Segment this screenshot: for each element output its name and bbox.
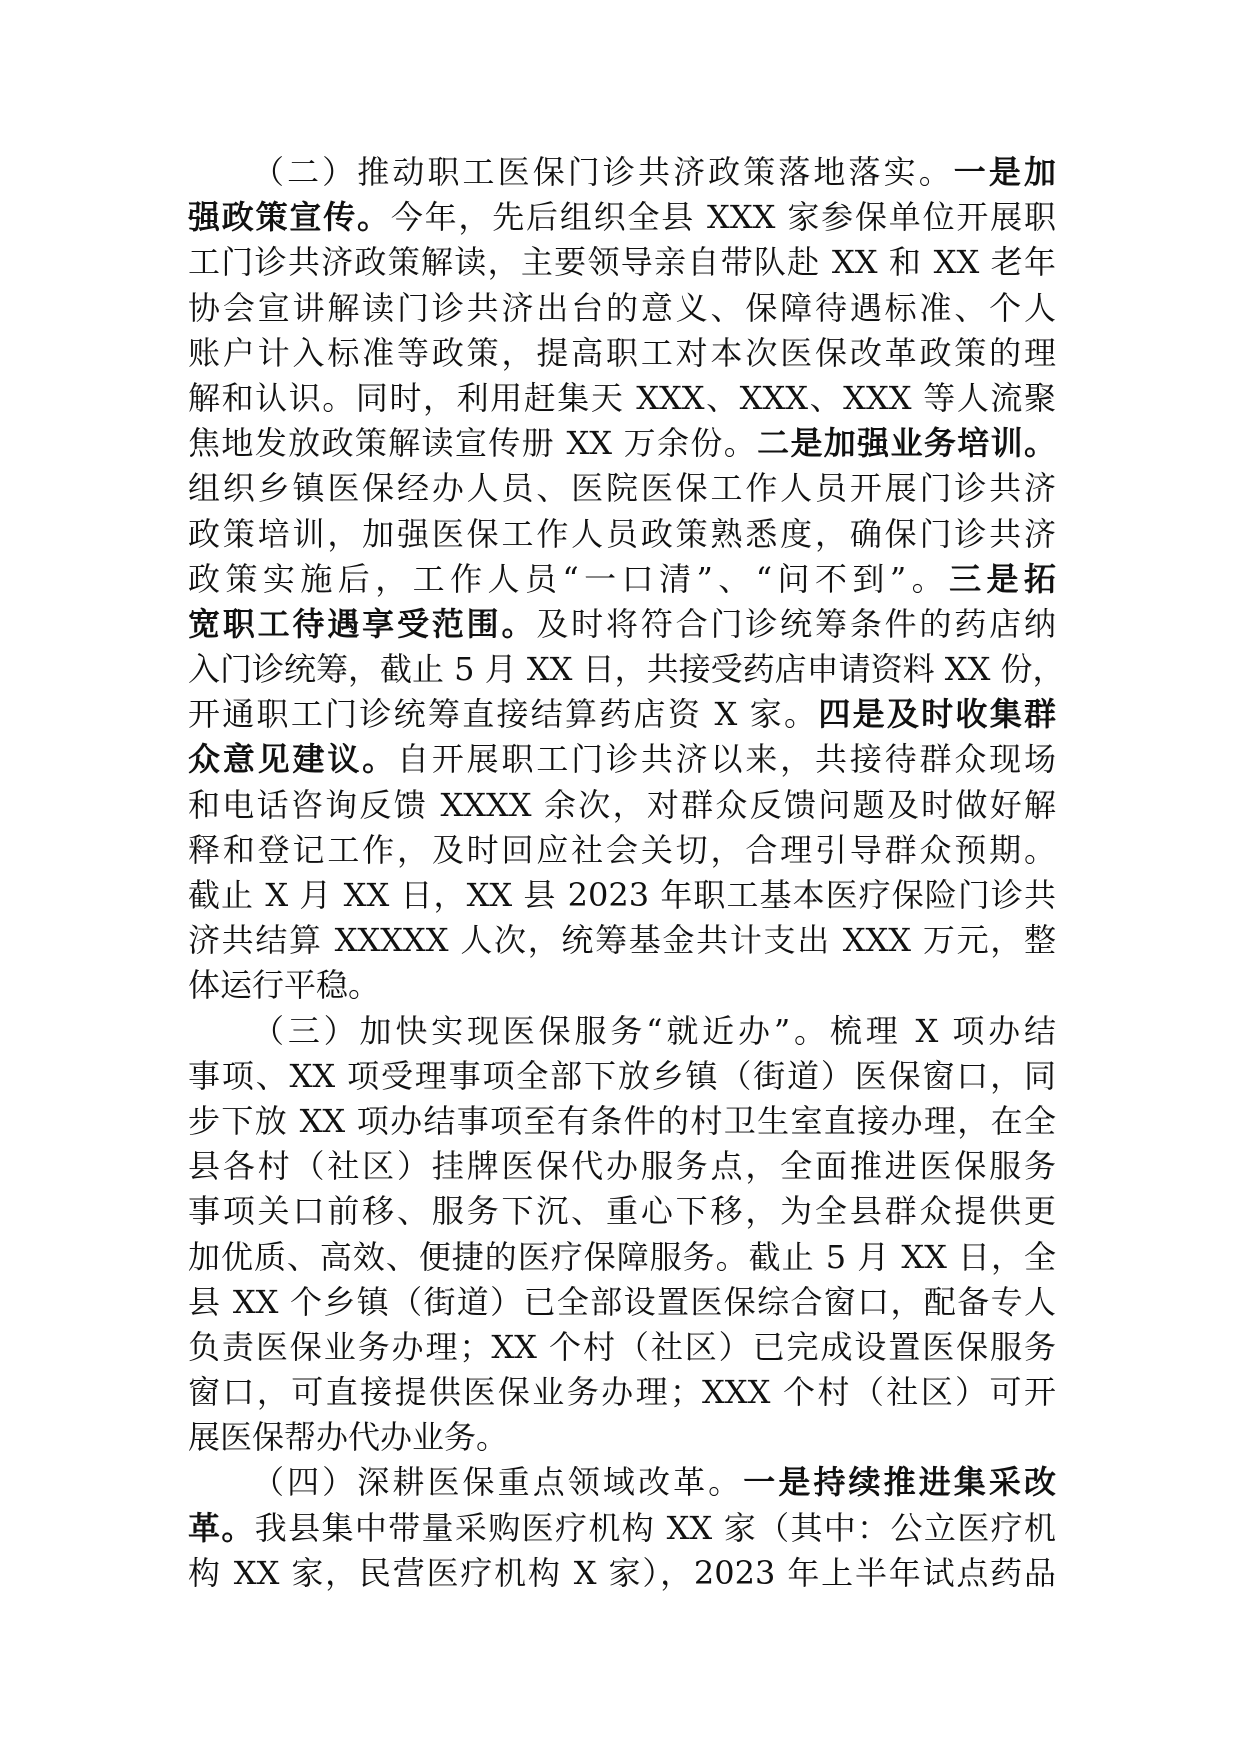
- text-line: [188, 1460, 1056, 1505]
- text-line: [188, 286, 1056, 331]
- text-line: [188, 602, 1056, 647]
- body-text: 体运行平稳。: [188, 966, 381, 1005]
- body-text: 自开展职工门诊共济以来，共接待群众现场: [397, 740, 1056, 779]
- body-text: 政策实施后，工作人员“一口清”、“问不到”。: [188, 559, 950, 598]
- document-page: [188, 150, 1065, 1596]
- text-line: [188, 421, 1056, 466]
- paragraph: [188, 1460, 1056, 1596]
- body-text: 及时将符合门诊统筹条件的药店纳: [536, 604, 1056, 643]
- text-line: [188, 647, 1065, 692]
- body-text: 截止 X 月 XX 日，XX 县 2023 年职工基本医疗保险门诊共: [188, 876, 1056, 914]
- text-line: [188, 1280, 1056, 1325]
- text-line: [188, 466, 1056, 511]
- text-line: [188, 918, 1056, 963]
- body-text: 步下放 XX 项办结事项至有条件的村卫生室直接办理，在全: [188, 1101, 1056, 1140]
- paragraph: [188, 1009, 1056, 1461]
- text-line: [188, 1099, 1056, 1144]
- text-line: [188, 737, 1056, 782]
- text-line: [188, 1009, 1056, 1054]
- body-text: 账户计入标准等政策，提高职工对本次医保改革政策的理: [188, 333, 1056, 372]
- text-line: [188, 331, 1056, 376]
- text-line: [188, 1054, 1056, 1099]
- bold-lead-phrase: 强政策宣传。: [188, 198, 391, 237]
- body-text: 焦地发放政策解读宣传册 XX 万余份。: [188, 424, 758, 463]
- text-line: [188, 873, 1056, 918]
- body-text: 组织乡镇医保经办人员、医院医保工作人员开展门诊共济: [188, 469, 1056, 508]
- body-text: （三）加快实现医保服务“就近办”。梳理 X 项办结: [252, 1011, 1056, 1050]
- body-text: 释和登记工作，及时回应社会关切，合理引导群众预期。: [188, 830, 1056, 869]
- body-text: 展医保帮办代办业务。: [188, 1418, 509, 1457]
- bold-lead-phrase: 二是加强业务培训。: [757, 424, 1056, 463]
- body-text: 县 XX 个乡镇（街道）已全部设置医保综合窗口，配备专人: [188, 1282, 1056, 1321]
- bold-lead-phrase: 一是加: [953, 153, 1056, 191]
- body-text: 窗口，可直接提供医保业务办理；XXX 个村（社区）可开: [188, 1373, 1056, 1412]
- text-line: [188, 1415, 1056, 1460]
- text-line: [188, 1370, 1056, 1415]
- text-line: [188, 963, 1056, 1008]
- body-text: 工门诊共济政策解读，主要领导亲自带队赴 XX 和 XX 老年: [188, 243, 1056, 282]
- body-text: 解和认识。同时，利用赶集天 XXX、XXX、XXX 等人流聚: [188, 378, 1056, 417]
- text-line: [188, 195, 1056, 240]
- text-line: [188, 240, 1056, 285]
- text-line: [188, 1325, 1056, 1370]
- body-text: （二）推动职工医保门诊共济政策落地落实。: [252, 153, 954, 191]
- body-text: 事项、XX 项受理事项全部下放乡镇（街道）医保窗口，同: [188, 1056, 1056, 1095]
- text-line: [188, 557, 1056, 602]
- text-line: [188, 512, 1056, 557]
- body-text: 我县集中带量采购医疗机构 XX 家（其中：公立医疗机: [254, 1508, 1056, 1547]
- text-line: [188, 1235, 1056, 1280]
- body-text: 事项关口前移、服务下沉、重心下移，为全县群众提供更: [188, 1192, 1056, 1231]
- bold-lead-phrase: 四是及时收集群: [818, 695, 1056, 734]
- body-text: 济共结算 XXXXX 人次，统筹基金共计支出 XXX 万元，整: [188, 921, 1056, 960]
- text-line: [188, 828, 1056, 873]
- text-line: [188, 1144, 1056, 1189]
- text-line: [188, 1189, 1056, 1234]
- body-text: 政策培训，加强医保工作人员政策熟悉度，确保门诊共济: [188, 514, 1056, 553]
- text-line: [188, 150, 1056, 195]
- bold-lead-phrase: 一是持续推进集采改: [743, 1463, 1056, 1502]
- body-text: 构 XX 家，民营医疗机构 X 家），2023 年上半年试点药品: [188, 1553, 1056, 1592]
- text-line: [188, 376, 1056, 421]
- body-text: 入门诊统筹，截止 5 月 XX 日，共接受药店申请资料 XX 份，: [188, 650, 1065, 689]
- body-text: 和电话咨询反馈 XXXX 余次，对群众反馈问题及时做好解: [188, 785, 1056, 824]
- bold-lead-phrase: 众意见建议。: [188, 740, 397, 779]
- bold-lead-phrase: 革。: [188, 1508, 255, 1547]
- body-text: 县各村（社区）挂牌医保代办服务点，全面推进医保服务: [188, 1147, 1056, 1186]
- text-line: [188, 783, 1056, 828]
- body-text: 开通职工门诊统筹直接结算药店资 X 家。: [188, 695, 819, 734]
- body-text: 负责医保业务办理；XX 个村（社区）已完成设置医保服务: [188, 1327, 1056, 1366]
- paragraph: [188, 150, 1065, 1009]
- body-text: （四）深耕医保重点领域改革。: [252, 1463, 744, 1502]
- text-line: [188, 692, 1056, 737]
- text-line: [188, 1551, 1056, 1596]
- body-text: 今年，先后组织全县 XXX 家参保单位开展职: [390, 198, 1056, 237]
- text-line: [188, 1506, 1056, 1551]
- body-text: 协会宣讲解读门诊共济出台的意义、保障待遇标准、个人: [188, 288, 1056, 327]
- body-text: 加优质、高效、便捷的医疗保障服务。截止 5 月 XX 日，全: [188, 1237, 1056, 1276]
- bold-lead-phrase: 宽职工待遇享受范围。: [188, 604, 537, 643]
- bold-lead-phrase: 三是拓: [949, 559, 1056, 598]
